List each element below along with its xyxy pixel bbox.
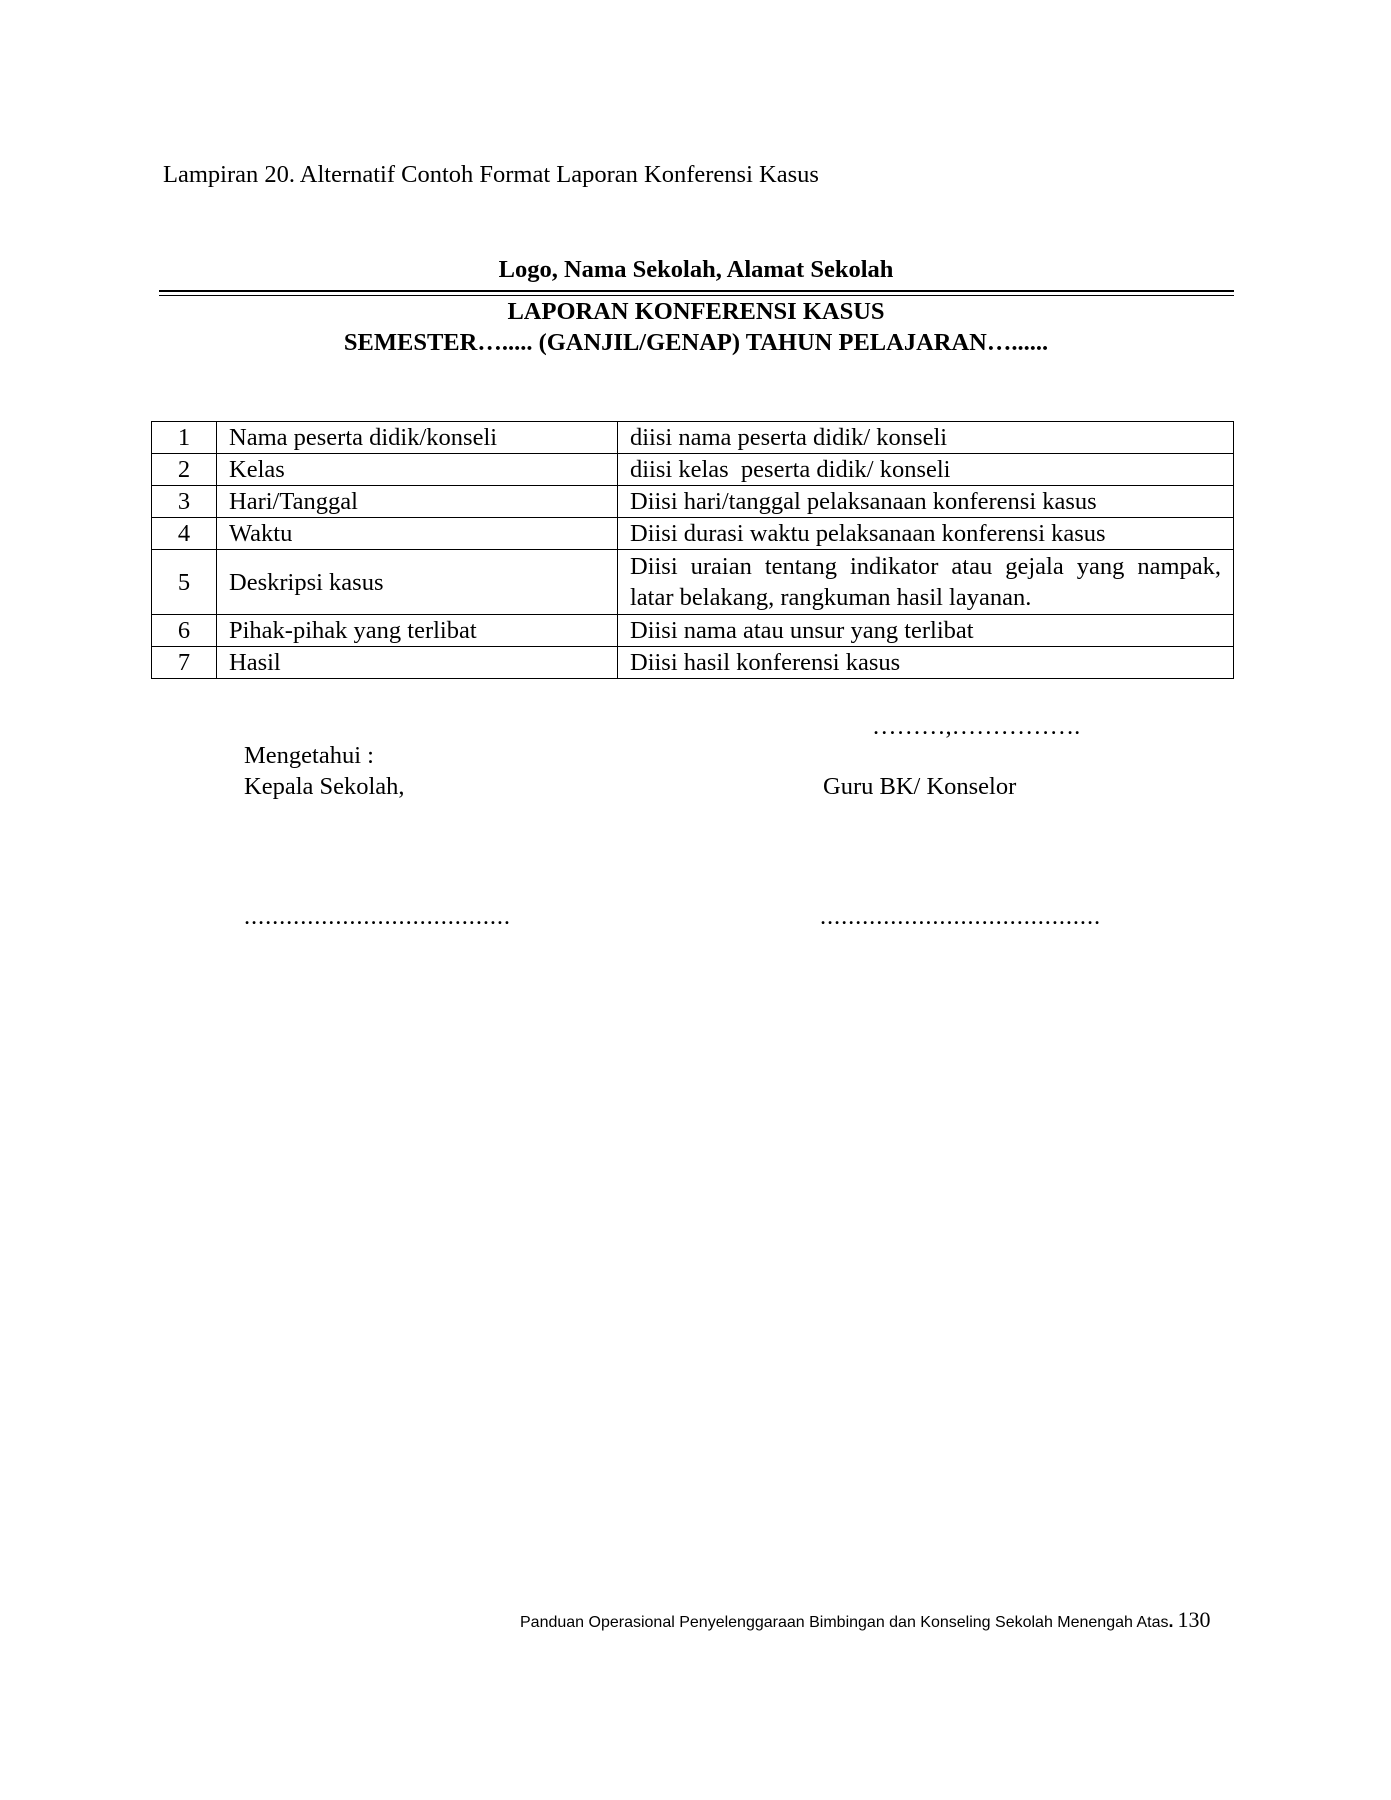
row-description: Diisi uraian tentang indikator atau gejala yang nampak, latar belakang, rangkuman hasil layanan.	[618, 550, 1234, 615]
counselor-signature-line: ........................................	[820, 903, 1101, 930]
report-title: LAPORAN KONFERENSI KASUS	[507, 298, 885, 325]
row-description: Diisi durasi waktu pelaksanaan konferensi kasus	[618, 518, 1234, 550]
row-description: Diisi hari/tanggal pelaksanaan konferensi kasus	[618, 486, 1234, 518]
table-row	[152, 486, 1234, 518]
table-row	[152, 518, 1234, 550]
row-item: Kelas	[217, 454, 618, 486]
row-description: Diisi nama atau unsur yang terlibat	[618, 615, 1234, 647]
row-item: Nama peserta didik/konseli	[217, 422, 618, 454]
row-number: 4	[152, 518, 217, 550]
table-row	[152, 647, 1234, 679]
school-letterhead: Logo, Nama Sekolah, Alamat Sekolah	[498, 256, 894, 283]
row-number: 3	[152, 486, 217, 518]
row-description: diisi kelas peserta didik/ konseli	[618, 454, 1234, 486]
row-item: Hari/Tanggal	[217, 486, 618, 518]
acknowledge-label: Mengetahui :	[244, 742, 374, 769]
table-row	[152, 615, 1234, 647]
table-row	[152, 422, 1234, 454]
row-number: 2	[152, 454, 217, 486]
footer-separator: .	[1168, 1611, 1174, 1631]
counselor-role-label: Guru BK/ Konselor	[823, 773, 1017, 800]
row-number: 6	[152, 615, 217, 647]
row-number: 1	[152, 422, 217, 454]
principal-signature-line: ......................................	[244, 903, 511, 930]
row-item: Deskripsi kasus	[217, 550, 618, 615]
row-item: Hasil	[217, 647, 618, 679]
page-footer	[520, 1607, 1211, 1633]
footer-text: Panduan Operasional Penyelenggaraan Bimbingan dan Konseling Sekolah Menengah Atas	[520, 1614, 1169, 1631]
row-number: 7	[152, 647, 217, 679]
case-conference-table	[151, 421, 1234, 679]
report-subtitle: SEMESTER…..... (GANJIL/GENAP) TAHUN PELAJARAN…......	[343, 329, 1049, 356]
place-date-placeholder: ………,…………….	[872, 713, 1081, 740]
row-description: Diisi hasil konferensi kasus	[618, 647, 1234, 679]
principal-role-label: Kepala Sekolah,	[244, 773, 405, 800]
table-row	[152, 550, 1234, 615]
attachment-title: Lampiran 20. Alternatif Contoh Format Laporan Konferensi Kasus	[163, 161, 819, 188]
table-row	[152, 454, 1234, 486]
page-number: 130	[1177, 1607, 1211, 1632]
row-number: 5	[152, 550, 217, 615]
row-item: Pihak-pihak yang terlibat	[217, 615, 618, 647]
row-description: diisi nama peserta didik/ konseli	[618, 422, 1234, 454]
row-item: Waktu	[217, 518, 618, 550]
report-heading	[158, 296, 1234, 358]
